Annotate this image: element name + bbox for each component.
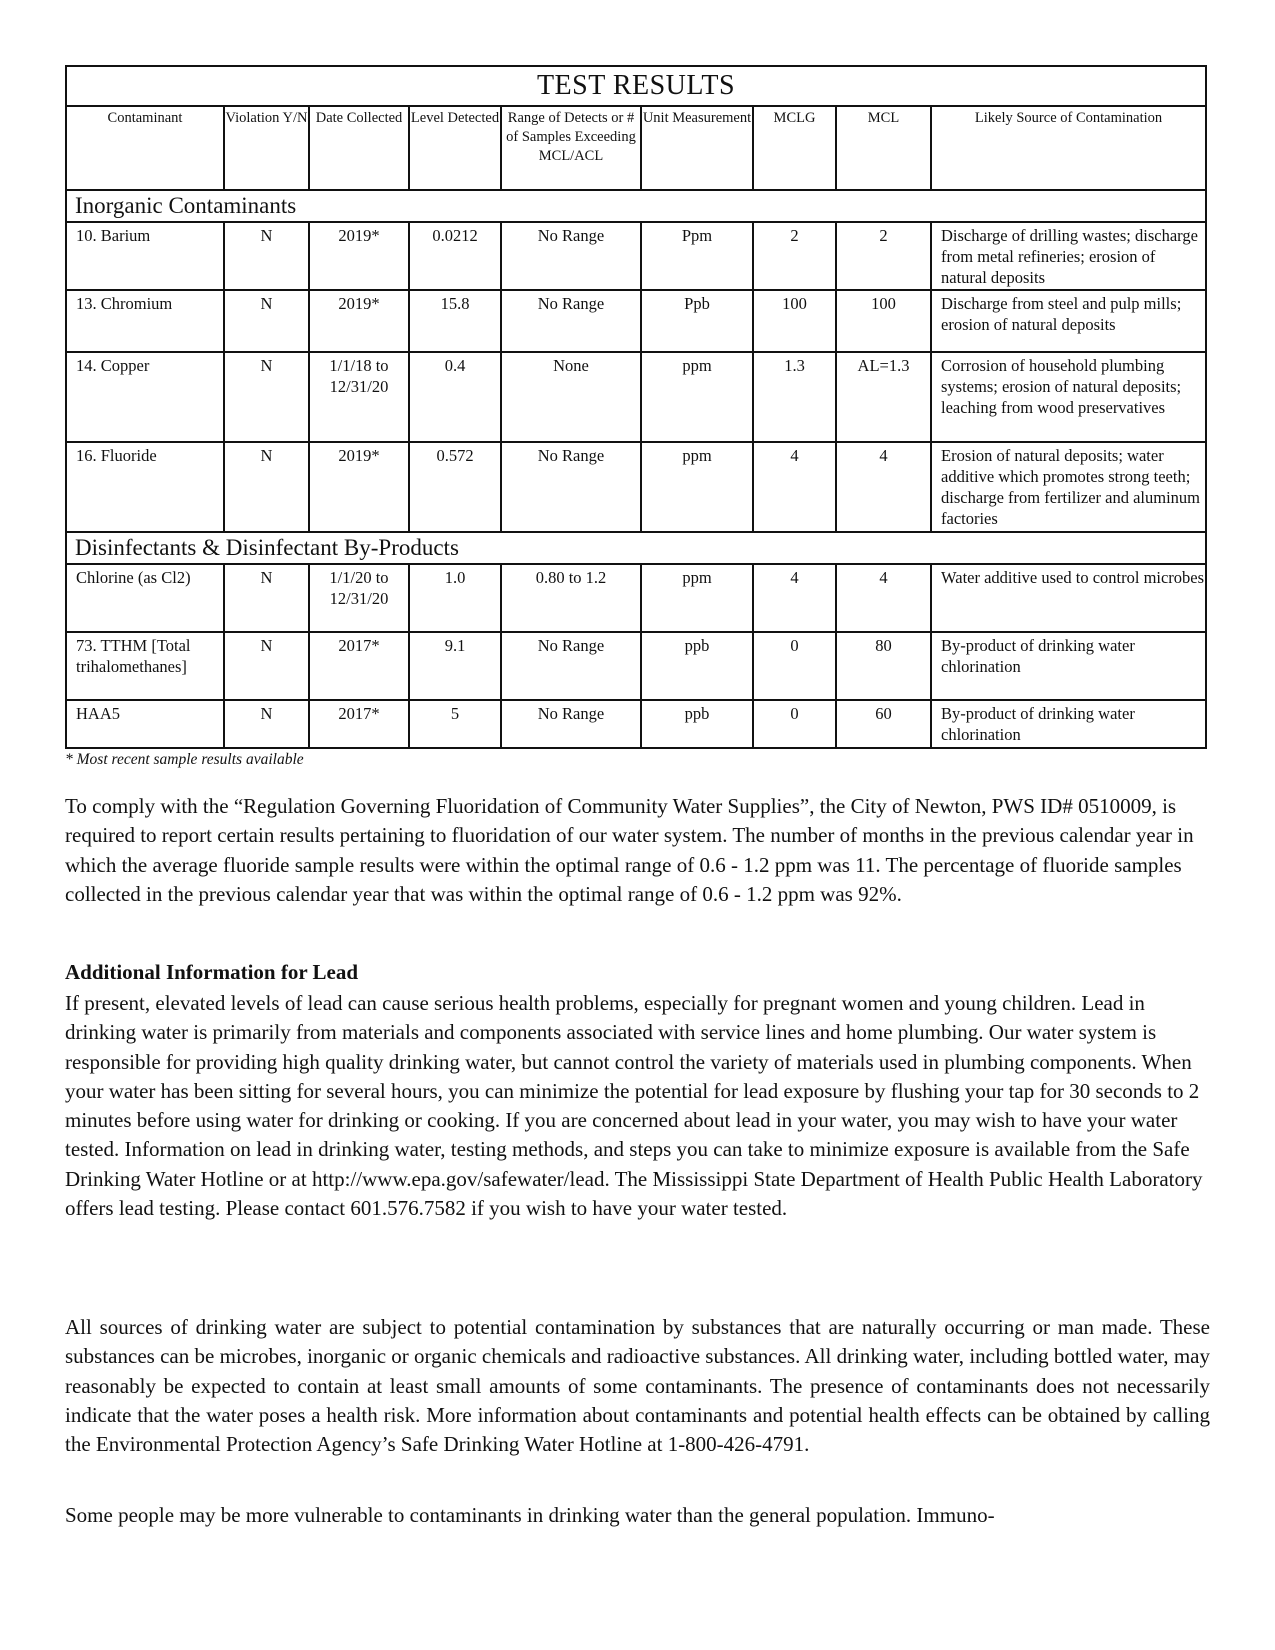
header-mclg: MCLG [753,106,836,190]
cell-mcl: 2 [836,222,931,290]
cell-date: 1/1/20 to 12/31/20 [309,564,409,632]
cell-range: No Range [501,632,641,700]
cell-level: 9.1 [409,632,501,700]
cell-violation: N [224,564,309,632]
header-violation: Violation Y/N [224,106,309,190]
cell-range: None [501,352,641,442]
cell-source: By-product of drinking water chlorination [931,632,1206,700]
cell-contaminant: Chlorine (as Cl2) [66,564,224,632]
table-row [66,222,1206,290]
cell-unit: ppm [641,564,753,632]
lead-paragraph: If present, elevated levels of lead can cause serious health problems, especially for pregnant women and young children. Lead in drinking water is primarily from materials and components associated with service lines and home plumbing. Our water system is responsible for providing high quality drinking water, but cannot control the variety of materials used in plumbing components. When your water has been sitting for several hours, you can minimize the potential for lead exposure by flushing your tap for 30 seconds to 2 minutes before using water for drinking or cooking. If you are concerned about lead in your water, you may wish to have your water tested. Information on lead in drinking water, testing methods, and steps you can take to minimize exposure is available from the Safe Drinking Water Hotline or at http://www.epa.gov/safewater/lead. The Mississippi State Department of Health Public Health Laboratory offers lead testing. Please contact 601.576.7582 if you wish to have your water tested. [65,991,1203,1221]
cell-source: Corrosion of household plumbing systems; erosion of natural deposits; leaching from wood preservatives [931,352,1206,442]
table-row [66,700,1206,748]
header-contaminant: Contaminant [66,106,224,190]
vulnerable-populations-paragraph: Some people may be more vulnerable to contaminants in drinking water than the general population. Immuno- [65,1503,995,1527]
cell-date: 2019* [309,222,409,290]
cell-date: 2019* [309,442,409,532]
cell-mclg: 4 [753,442,836,532]
cell-level: 0.4 [409,352,501,442]
cell-source: Discharge from steel and pulp mills; erosion of natural deposits [931,290,1206,352]
cell-unit: ppm [641,352,753,442]
cell-mcl: 4 [836,564,931,632]
table-footnote: * Most recent sample results available [65,751,304,768]
cell-mclg: 100 [753,290,836,352]
cell-contaminant: 13. Chromium [66,290,224,352]
cell-level: 1.0 [409,564,501,632]
cell-mclg: 1.3 [753,352,836,442]
cell-unit: Ppb [641,290,753,352]
table-title: TEST RESULTS [66,66,1206,106]
cell-range: 0.80 to 1.2 [501,564,641,632]
cell-contaminant: 14. Copper [66,352,224,442]
cell-violation: N [224,290,309,352]
cell-contaminant: 73. TTHM [Total trihalomethanes] [66,632,224,700]
header-level: Level Detected [409,106,501,190]
cell-violation: N [224,700,309,748]
table-row [66,564,1206,632]
cell-date: 1/1/18 to 12/31/20 [309,352,409,442]
header-mcl: MCL [836,106,931,190]
cell-unit: ppm [641,442,753,532]
table-header-row [66,106,1206,190]
test-results-table [65,65,1207,749]
cell-range: No Range [501,222,641,290]
cell-level: 0.0212 [409,222,501,290]
header-source: Likely Source of Contamination [931,106,1206,190]
cell-range: No Range [501,442,641,532]
header-date: Date Collected [309,106,409,190]
section-title-disinfectants: Disinfectants & Disinfectant By-Products [66,532,1206,564]
cell-source: Water additive used to control microbes [931,564,1206,632]
cell-mcl: AL=1.3 [836,352,931,442]
cell-mclg: 4 [753,564,836,632]
cell-range: No Range [501,700,641,748]
cell-level: 15.8 [409,290,501,352]
fluoridation-paragraph: To comply with the “Regulation Governing Fluoridation of Community Water Supplies”, the City of Newton, PWS ID# 0510009, is required to report certain results pertaining to fluoridation of our water system. The number of months in the previous calendar year in which the average fluoride sample results were within the optimal range of 0.6 - 1.2 ppm was 11. The percentage of fluoride samples collected in the previous calendar year that was within the optimal range of 0.6 - 1.2 ppm was 92%. [65,794,1194,906]
lead-section-heading: Additional Information for Lead [65,960,359,984]
cell-level: 5 [409,700,501,748]
cell-mclg: 2 [753,222,836,290]
table-row [66,632,1206,700]
section-title-inorganic: Inorganic Contaminants [66,190,1206,222]
table-row [66,442,1206,532]
cell-mclg: 0 [753,632,836,700]
cell-mcl: 4 [836,442,931,532]
cell-mcl: 80 [836,632,931,700]
cell-range: No Range [501,290,641,352]
contamination-sources-paragraph: All sources of drinking water are subject to potential contamination by substances that are naturally occurring or man made. These substances can be microbes, inorganic or organic chemicals and radioactive substances. All drinking water, including bottled water, may reasonably be expected to contain at least small amounts of some contaminants. The presence of contaminants does not necessarily indicate that the water poses a health risk. More information about contaminants and potential health effects can be obtained by calling the Environmental Protection Agency’s Safe Drinking Water Hotline at 1-800-426-4791. [65,1315,1210,1457]
cell-violation: N [224,632,309,700]
cell-violation: N [224,352,309,442]
cell-unit: Ppm [641,222,753,290]
cell-date: 2017* [309,700,409,748]
cell-violation: N [224,222,309,290]
cell-mcl: 60 [836,700,931,748]
cell-source: Discharge of drilling wastes; discharge from metal refineries; erosion of natural deposits [931,222,1206,290]
table-row [66,290,1206,352]
cell-level: 0.572 [409,442,501,532]
table-row [66,352,1206,442]
cell-contaminant: 10. Barium [66,222,224,290]
cell-source: Erosion of natural deposits; water additive which promotes strong teeth; discharge from fertilizer and aluminum factories [931,442,1206,532]
cell-date: 2019* [309,290,409,352]
cell-mclg: 0 [753,700,836,748]
cell-unit: ppb [641,632,753,700]
header-unit: Unit Measurement [641,106,753,190]
cell-contaminant: HAA5 [66,700,224,748]
header-range: Range of Detects or # of Samples Exceeding MCL/ACL [501,106,641,190]
cell-unit: ppb [641,700,753,748]
cell-contaminant: 16. Fluoride [66,442,224,532]
cell-source: By-product of drinking water chlorination [931,700,1206,748]
cell-mcl: 100 [836,290,931,352]
cell-date: 2017* [309,632,409,700]
cell-violation: N [224,442,309,532]
